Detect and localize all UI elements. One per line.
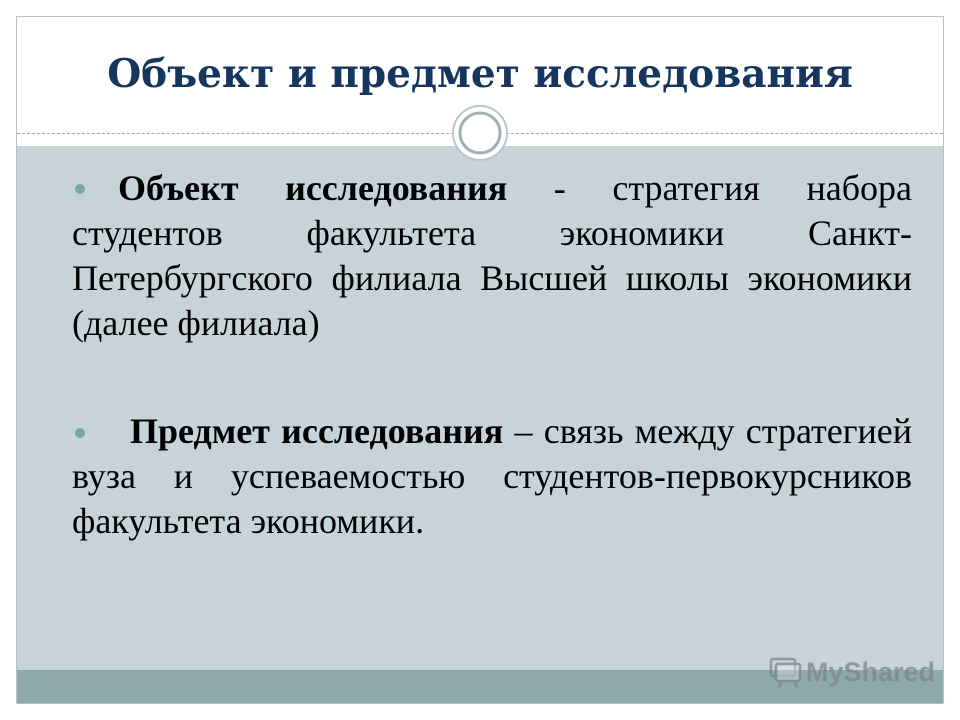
- slide-title: Объект и предмет исследования: [107, 51, 853, 97]
- bullet-subject: [72, 409, 912, 544]
- bullet-object: [72, 166, 912, 346]
- bullet-term: Объект исследования: [118, 168, 508, 208]
- presentation-board-icon: [768, 655, 802, 689]
- myshared-logo: [768, 654, 935, 690]
- bullet-dot-icon: [75, 428, 85, 438]
- bullet-dot-icon: [75, 184, 85, 194]
- bullet-term: Предмет исследования: [130, 411, 504, 451]
- bullet-text: - стратегия набора студентов факультета экономики Санкт-Петербургского филиала Высшей школы экономики (далее филиала): [72, 168, 912, 343]
- divider-circle-ornament: [450, 103, 510, 163]
- bullet-text: – связь между стратегией вуза и успеваемостью студентов-первокурсников факультета экономики.: [72, 411, 912, 541]
- myshared-logo-text: MyShared: [806, 657, 936, 687]
